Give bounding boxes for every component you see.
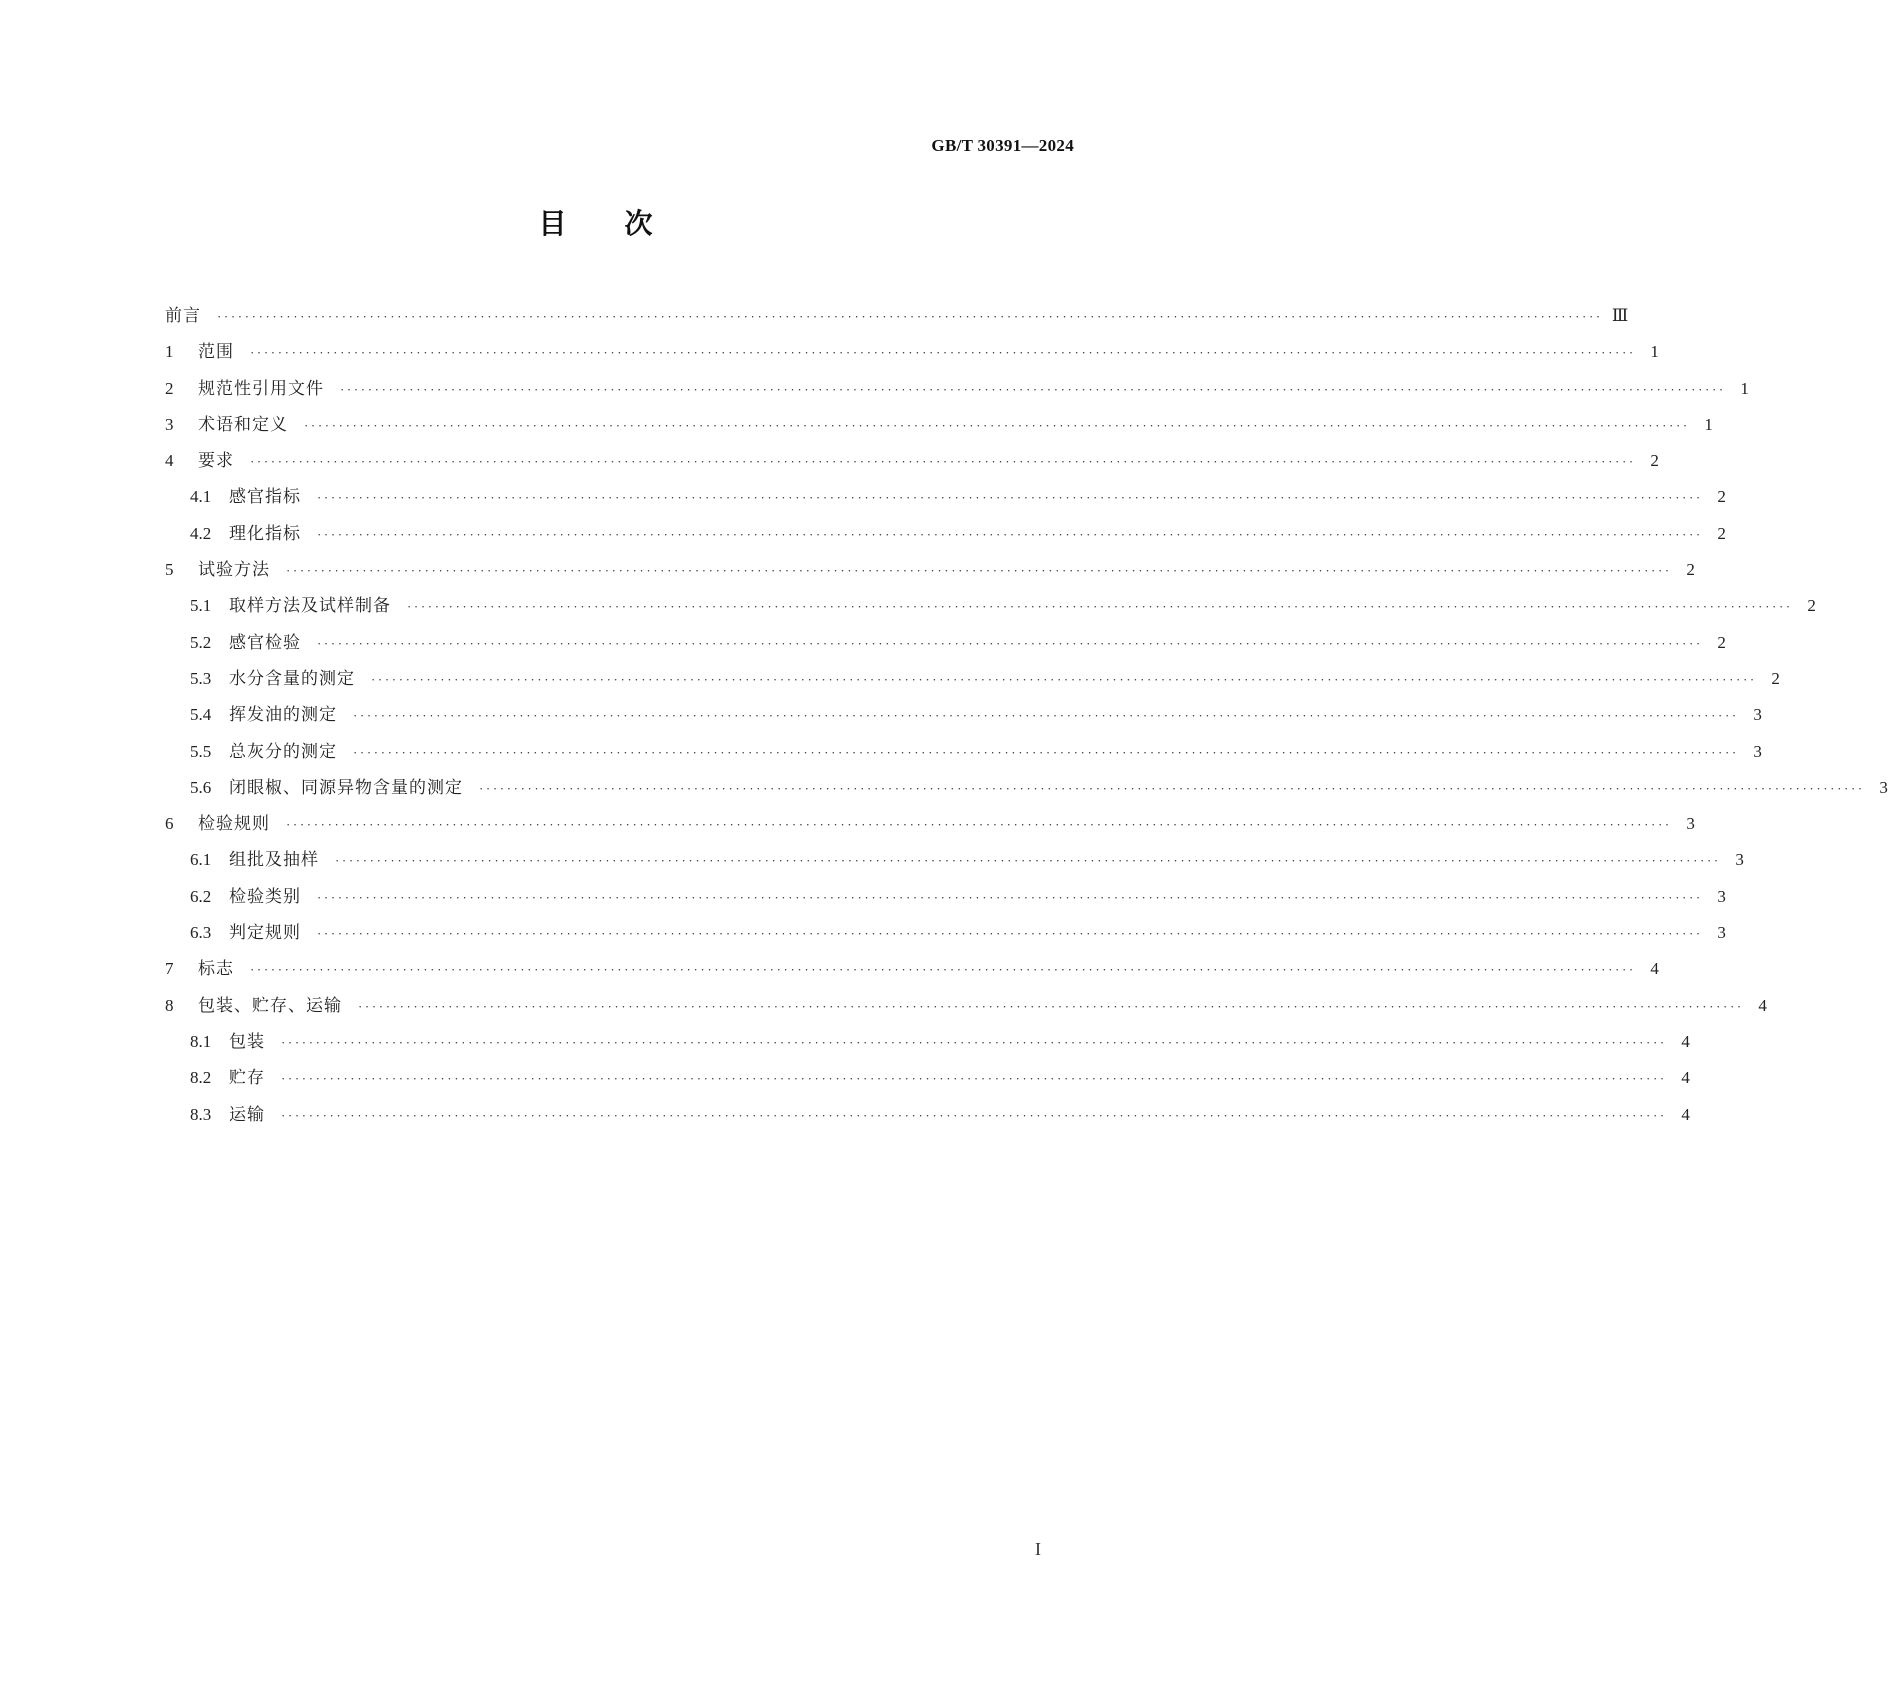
toc-entry-label: 检验类别 — [229, 886, 301, 907]
toc-entry-page: 3 — [1879, 777, 1888, 797]
toc-entry-page: 2 — [1650, 451, 1659, 471]
toc-entry-page: 2 — [1717, 632, 1726, 652]
toc-dot-leader: ········································································································································································································ — [250, 454, 1636, 470]
toc-entry[interactable] — [165, 918, 1726, 954]
standard-code: GB/T 30391—2024 — [931, 136, 1074, 155]
toc-entry-page: 1 — [1650, 342, 1659, 362]
toc-dot-leader: ········································································································································································································ — [281, 1071, 1667, 1087]
toc-dot-leader: ········································································································································································································ — [317, 490, 1703, 506]
toc-entry-number: 4 — [165, 451, 174, 471]
toc-dot-leader: ········································································································································································································ — [250, 962, 1636, 978]
toc-dot-leader: ········································································································································································································ — [340, 381, 1726, 397]
toc-dot-leader: ········································································································································································································ — [286, 563, 1672, 579]
toc-entry-number: 6.1 — [190, 850, 212, 870]
toc-dot-leader: ········································································································································································································ — [371, 671, 1757, 687]
toc-entry[interactable] — [165, 591, 1816, 627]
toc-entry-label: 规范性引用文件 — [198, 378, 324, 399]
toc-entry[interactable] — [165, 482, 1726, 518]
toc-entry-label: 包装、贮存、运输 — [198, 995, 342, 1016]
toc-entry-page: 2 — [1717, 487, 1726, 507]
toc-entry-page: 3 — [1753, 741, 1762, 761]
toc-entry-label: 包装 — [229, 1031, 265, 1052]
toc-entry-number: 8.3 — [190, 1104, 212, 1124]
toc-dot-leader: ········································································································································································································ — [250, 345, 1636, 361]
toc-entry-label: 前言 — [165, 306, 201, 326]
toc-entry-number: 5.2 — [190, 632, 212, 652]
toc-entry-page: Ⅲ — [1611, 306, 1629, 325]
toc-entry[interactable] — [165, 882, 1726, 918]
toc-entry-page: 4 — [1681, 1104, 1690, 1124]
toc-entry[interactable] — [165, 1027, 1690, 1063]
toc-entry-label: 试验方法 — [198, 560, 270, 581]
toc-entry-page: 3 — [1753, 705, 1762, 725]
toc-entry-number: 6.2 — [190, 886, 212, 906]
toc-entry[interactable] — [165, 410, 1713, 446]
toc-entry[interactable] — [165, 664, 1780, 700]
toc-entry-number: 5 — [165, 560, 174, 580]
toc-entry-page: 1 — [1704, 414, 1713, 434]
page-number: I — [1035, 1539, 1041, 1559]
toc-entry-number: 4.1 — [190, 487, 212, 507]
toc-entry-label: 检验规则 — [198, 814, 270, 835]
toc-dot-leader: ········································································································································································································ — [217, 309, 1603, 324]
toc-entry-page: 3 — [1717, 923, 1726, 943]
toc-entry-number: 8.1 — [190, 1031, 212, 1051]
toc-entry[interactable] — [165, 446, 1659, 482]
toc-dot-leader: ········································································································································································································ — [317, 889, 1703, 905]
toc-entry-number: 6 — [165, 814, 174, 834]
toc-entry[interactable] — [165, 845, 1744, 881]
toc-entry-label: 判定规则 — [229, 923, 301, 944]
page-title: 目次 — [538, 207, 711, 240]
toc-entry-number: 4.2 — [190, 523, 212, 543]
toc-dot-leader: ········································································································································································································ — [353, 708, 1739, 724]
toc-entry-label: 运输 — [229, 1104, 265, 1125]
toc-dot-leader: ········································································································································································································ — [358, 998, 1744, 1014]
table-of-contents — [165, 301, 1888, 1136]
toc-entry-page: 2 — [1807, 596, 1816, 616]
toc-entry[interactable] — [165, 991, 1767, 1027]
toc-dot-leader: ········································································································································································································ — [317, 635, 1703, 651]
toc-entry-page: 3 — [1735, 850, 1744, 870]
toc-entry-number: 5.4 — [190, 705, 212, 725]
toc-entry-page: 1 — [1740, 378, 1749, 398]
toc-entry-page: 2 — [1686, 560, 1695, 580]
toc-entry-label: 要求 — [198, 451, 234, 472]
toc-entry[interactable] — [165, 1100, 1690, 1136]
toc-entry-label: 挥发油的测定 — [229, 705, 337, 726]
toc-entry-page: 4 — [1650, 959, 1659, 979]
toc-entry-page: 2 — [1717, 523, 1726, 543]
toc-entry-page: 4 — [1681, 1031, 1690, 1051]
toc-dot-leader: ········································································································································································································ — [304, 417, 1690, 433]
toc-entry-label: 取样方法及试样制备 — [229, 596, 391, 617]
toc-entry[interactable] — [165, 301, 1629, 337]
toc-entry-label: 范围 — [198, 342, 234, 363]
toc-dot-leader: ········································································································································································································ — [353, 744, 1739, 760]
toc-dot-leader: ········································································································································································································ — [286, 817, 1672, 833]
toc-entry-number: 5.6 — [190, 777, 212, 797]
toc-entry-number: 3 — [165, 414, 174, 434]
toc-entry[interactable] — [165, 555, 1695, 591]
toc-entry-number: 1 — [165, 342, 174, 362]
toc-entry-number: 7 — [165, 959, 174, 979]
toc-entry-label: 组批及抽样 — [229, 850, 319, 871]
toc-entry-label: 贮存 — [229, 1068, 265, 1089]
toc-entry-number: 5.3 — [190, 668, 212, 688]
toc-entry[interactable] — [165, 519, 1726, 555]
toc-entry[interactable] — [165, 737, 1762, 773]
toc-entry-number: 8 — [165, 995, 174, 1015]
toc-dot-leader: ········································································································································································································ — [317, 526, 1703, 542]
toc-entry[interactable] — [165, 954, 1659, 990]
toc-entry-page: 4 — [1758, 995, 1767, 1015]
toc-entry-number: 8.2 — [190, 1068, 212, 1088]
toc-dot-leader: ········································································································································································································ — [407, 599, 1793, 615]
toc-entry[interactable] — [165, 700, 1762, 736]
toc-entry[interactable] — [165, 337, 1659, 373]
toc-dot-leader: ········································································································································································································ — [479, 780, 1865, 796]
toc-entry-number: 5.5 — [190, 741, 212, 761]
toc-entry[interactable] — [165, 628, 1726, 664]
toc-entry-label: 术语和定义 — [198, 414, 288, 435]
toc-dot-leader: ········································································································································································································ — [335, 853, 1721, 869]
toc-entry-page: 2 — [1771, 668, 1780, 688]
toc-entry-page: 4 — [1681, 1068, 1690, 1088]
toc-entry-number: 6.3 — [190, 923, 212, 943]
toc-entry-number: 2 — [165, 378, 174, 398]
toc-dot-leader: ········································································································································································································ — [281, 1107, 1667, 1123]
toc-entry-page: 3 — [1686, 814, 1695, 834]
toc-entry-label: 总灰分的测定 — [229, 741, 337, 762]
toc-entry-label: 感官指标 — [229, 487, 301, 508]
toc-dot-leader: ········································································································································································································ — [281, 1034, 1667, 1050]
toc-entry[interactable] — [165, 773, 1888, 809]
toc-entry-label: 理化指标 — [229, 523, 301, 544]
toc-entry-label: 闭眼椒、同源异物含量的测定 — [229, 777, 463, 798]
toc-entry[interactable] — [165, 809, 1695, 845]
toc-entry-label: 感官检验 — [229, 632, 301, 653]
toc-entry-number: 5.1 — [190, 596, 212, 616]
toc-entry-label: 水分含量的测定 — [229, 668, 355, 689]
toc-entry[interactable] — [165, 1063, 1690, 1099]
toc-entry-page: 3 — [1717, 886, 1726, 906]
toc-entry-label: 标志 — [198, 959, 234, 980]
toc-dot-leader: ········································································································································································································ — [317, 926, 1703, 942]
toc-entry[interactable] — [165, 374, 1749, 410]
